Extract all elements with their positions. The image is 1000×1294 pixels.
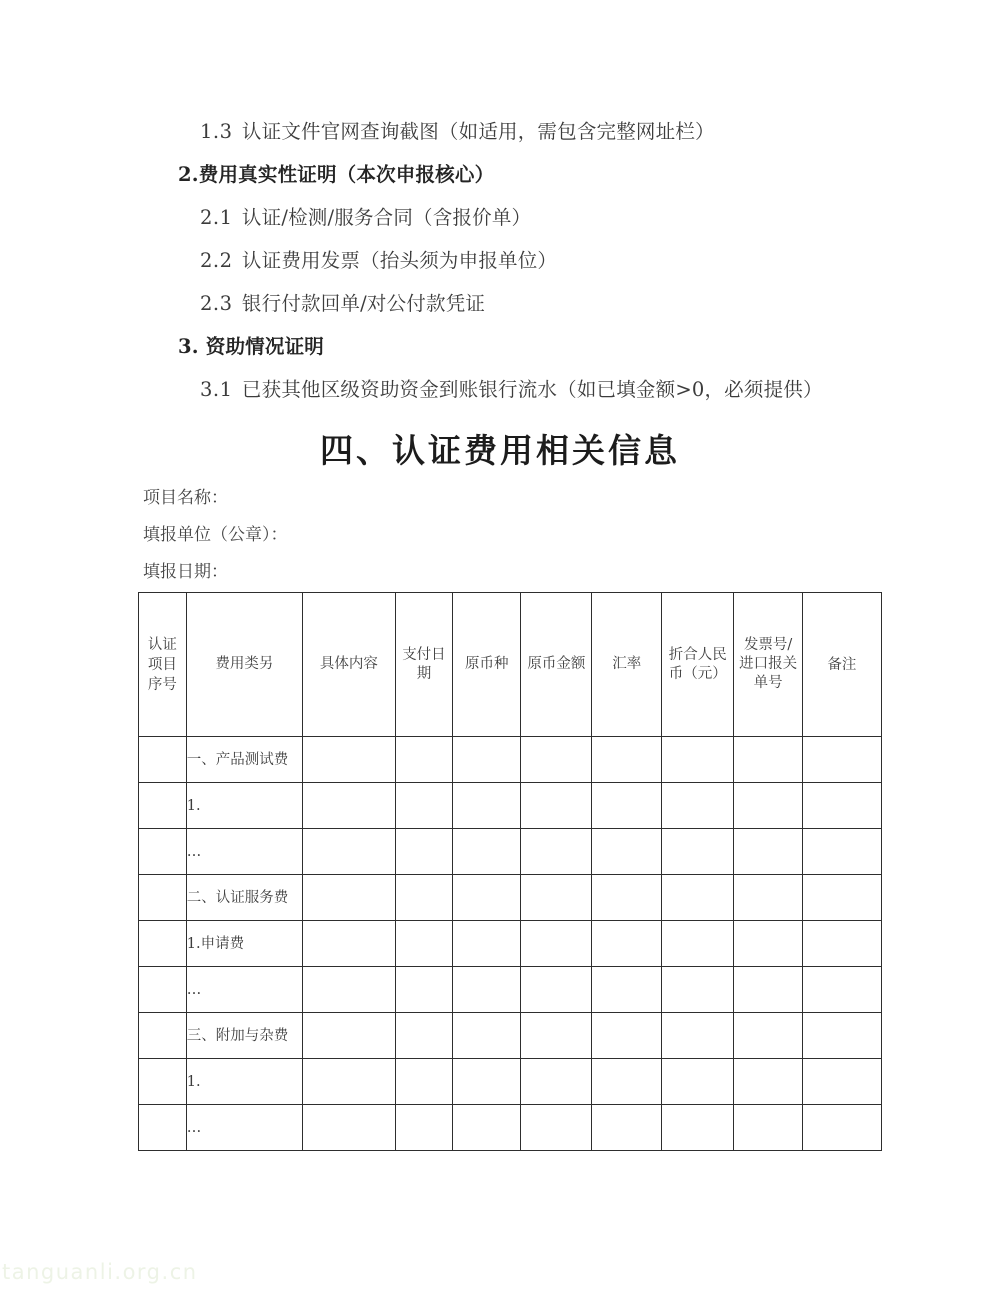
cell-cny-amount[interactable] bbox=[662, 1013, 734, 1059]
checklist-item bbox=[0, 153, 1000, 196]
table-header-row bbox=[139, 593, 882, 737]
cell-category[interactable]: … bbox=[186, 829, 302, 875]
cell-content[interactable] bbox=[302, 783, 395, 829]
cell-original-amount[interactable] bbox=[521, 967, 592, 1013]
cell-currency[interactable] bbox=[453, 829, 521, 875]
cell-pay-date[interactable] bbox=[395, 921, 452, 967]
cell-exchange-rate[interactable] bbox=[592, 1013, 662, 1059]
cell-original-amount[interactable] bbox=[521, 783, 592, 829]
cell-content[interactable] bbox=[302, 875, 395, 921]
cell-category[interactable]: … bbox=[186, 967, 302, 1013]
cell-category[interactable]: 1. bbox=[186, 1059, 302, 1105]
cell-cny-amount[interactable] bbox=[662, 967, 734, 1013]
column-header-category bbox=[186, 593, 302, 737]
checklist-item-number: 2.2 bbox=[200, 249, 233, 272]
checklist-item bbox=[0, 368, 1000, 411]
cell-original-amount[interactable] bbox=[521, 1105, 592, 1151]
cell-index[interactable] bbox=[139, 737, 187, 783]
checklist-item bbox=[0, 196, 1000, 239]
cell-cny-amount[interactable] bbox=[662, 921, 734, 967]
cell-invoice-no[interactable] bbox=[734, 737, 802, 783]
cell-currency[interactable] bbox=[453, 1013, 521, 1059]
cell-invoice-no[interactable] bbox=[734, 783, 802, 829]
cell-remark[interactable] bbox=[802, 1013, 881, 1059]
checklist-item-number: 2.3 bbox=[200, 292, 233, 315]
table-row bbox=[139, 737, 882, 783]
cell-currency[interactable] bbox=[453, 967, 521, 1013]
cell-exchange-rate[interactable] bbox=[592, 875, 662, 921]
cell-invoice-no[interactable] bbox=[734, 875, 802, 921]
cell-content[interactable] bbox=[302, 1059, 395, 1105]
cell-pay-date[interactable] bbox=[395, 829, 452, 875]
cell-remark[interactable] bbox=[802, 875, 881, 921]
column-header-currency-label: 原币种 bbox=[465, 656, 509, 672]
cell-content[interactable] bbox=[302, 737, 395, 783]
column-header-remark bbox=[802, 593, 881, 737]
cell-exchange-rate[interactable] bbox=[592, 737, 662, 783]
cell-pay-date[interactable] bbox=[395, 967, 452, 1013]
page-title: 四、认证费用相关信息 bbox=[320, 431, 680, 470]
column-header-category-label: 费用类另 bbox=[215, 656, 274, 672]
cell-category[interactable]: 1. bbox=[186, 783, 302, 829]
cell-category[interactable]: 二、认证服务费 bbox=[186, 875, 302, 921]
cell-index[interactable] bbox=[139, 783, 187, 829]
cell-remark[interactable] bbox=[802, 967, 881, 1013]
requirements-checklist bbox=[0, 110, 1000, 411]
cell-pay-date[interactable] bbox=[395, 875, 452, 921]
cell-original-amount[interactable] bbox=[521, 737, 592, 783]
cell-index[interactable] bbox=[139, 967, 187, 1013]
cell-pay-date[interactable] bbox=[395, 1105, 452, 1151]
cell-content[interactable] bbox=[302, 829, 395, 875]
column-header-index bbox=[139, 593, 187, 737]
cell-original-amount[interactable] bbox=[521, 829, 592, 875]
cell-invoice-no[interactable] bbox=[734, 829, 802, 875]
site-watermark: tanguanli.org.cn bbox=[2, 1260, 198, 1284]
checklist-item-number: 3. bbox=[178, 335, 199, 358]
checklist-item bbox=[0, 282, 1000, 325]
table-row bbox=[139, 921, 882, 967]
cell-remark[interactable] bbox=[802, 1059, 881, 1105]
table-body bbox=[139, 737, 882, 1151]
checklist-item-text: 银行付款回单/对公付款凭证 bbox=[241, 292, 486, 315]
checklist-item-text: 认证/检测/服务合同（含报价单） bbox=[241, 206, 532, 229]
form-fields bbox=[143, 480, 743, 591]
cell-index[interactable] bbox=[139, 1013, 187, 1059]
column-header-invoice-no bbox=[734, 593, 802, 737]
cell-content[interactable] bbox=[302, 967, 395, 1013]
cell-currency[interactable] bbox=[453, 783, 521, 829]
field-reporting-unit: 填报单位（公章）： bbox=[143, 525, 288, 545]
cell-cny-amount[interactable] bbox=[662, 829, 734, 875]
checklist-item bbox=[0, 239, 1000, 282]
cell-content[interactable] bbox=[302, 1105, 395, 1151]
cell-remark[interactable] bbox=[802, 737, 881, 783]
column-header-exchange-rate bbox=[592, 593, 662, 737]
cell-index[interactable] bbox=[139, 829, 187, 875]
cell-original-amount[interactable] bbox=[521, 1013, 592, 1059]
cell-currency[interactable] bbox=[453, 921, 521, 967]
cell-pay-date[interactable] bbox=[395, 1013, 452, 1059]
cell-currency[interactable] bbox=[453, 1105, 521, 1151]
cell-category[interactable]: 一、产品测试费 bbox=[186, 737, 302, 783]
cell-remark[interactable] bbox=[802, 783, 881, 829]
cell-index[interactable] bbox=[139, 1105, 187, 1151]
cell-cny-amount[interactable] bbox=[662, 737, 734, 783]
column-header-cny-amount-label: 折合人民币（元） bbox=[668, 646, 727, 682]
table-row bbox=[139, 1059, 882, 1105]
column-header-content bbox=[302, 593, 395, 737]
cell-exchange-rate[interactable] bbox=[592, 1059, 662, 1105]
cell-remark[interactable] bbox=[802, 829, 881, 875]
cell-category[interactable]: … bbox=[186, 1105, 302, 1151]
cell-exchange-rate[interactable] bbox=[592, 829, 662, 875]
cell-original-amount[interactable] bbox=[521, 1059, 592, 1105]
cell-content[interactable] bbox=[302, 921, 395, 967]
table-row bbox=[139, 875, 882, 921]
checklist-item-text: 费用真实性证明（本次申报核心） bbox=[198, 163, 495, 186]
column-header-original-amount-label: 原币金额 bbox=[527, 656, 586, 672]
cell-cny-amount[interactable] bbox=[662, 875, 734, 921]
cell-invoice-no[interactable] bbox=[734, 921, 802, 967]
cell-original-amount[interactable] bbox=[521, 921, 592, 967]
cell-index[interactable] bbox=[139, 921, 187, 967]
cell-cny-amount[interactable] bbox=[662, 1059, 734, 1105]
cell-exchange-rate[interactable] bbox=[592, 967, 662, 1013]
field-project-name: 项目名称： bbox=[143, 488, 228, 508]
table-row bbox=[139, 1105, 882, 1151]
column-header-remark-label: 备注 bbox=[827, 656, 857, 673]
cell-exchange-rate[interactable] bbox=[592, 783, 662, 829]
checklist-item bbox=[0, 325, 1000, 368]
checklist-item-number: 2.1 bbox=[200, 206, 233, 229]
cell-original-amount[interactable] bbox=[521, 875, 592, 921]
checklist-item-text: 认证费用发票（抬头须为申报单位） bbox=[241, 249, 558, 272]
field-reporting-date: 填报日期： bbox=[143, 562, 228, 582]
checklist-item-text: 资助情况证明 bbox=[205, 335, 324, 358]
cell-currency[interactable] bbox=[453, 737, 521, 783]
checklist-item-text: 已获其他区级资助资金到账银行流水（如已填金额>0，必须提供） bbox=[241, 378, 823, 401]
cell-cny-amount[interactable] bbox=[662, 1105, 734, 1151]
table-header bbox=[139, 593, 882, 737]
checklist-item-number: 3.1 bbox=[200, 378, 233, 401]
cell-invoice-no[interactable] bbox=[734, 1059, 802, 1105]
cell-invoice-no[interactable] bbox=[734, 967, 802, 1013]
cell-invoice-no[interactable] bbox=[734, 1105, 802, 1151]
cell-pay-date[interactable] bbox=[395, 737, 452, 783]
checklist-item-number: 1.3 bbox=[200, 120, 233, 143]
cell-remark[interactable] bbox=[802, 1105, 881, 1151]
checklist-item bbox=[0, 110, 1000, 153]
cell-currency[interactable] bbox=[453, 875, 521, 921]
cell-invoice-no[interactable] bbox=[734, 1013, 802, 1059]
cell-index[interactable] bbox=[139, 875, 187, 921]
cell-currency[interactable] bbox=[453, 1059, 521, 1105]
cell-exchange-rate[interactable] bbox=[592, 921, 662, 967]
cell-index[interactable] bbox=[139, 1059, 187, 1105]
table-row bbox=[139, 829, 882, 875]
checklist-item-number: 2. bbox=[178, 163, 199, 186]
cell-category[interactable]: 1.申请费 bbox=[186, 921, 302, 967]
table-row bbox=[139, 967, 882, 1013]
column-header-invoice-no-label: 发票号/进口报关单号 bbox=[739, 637, 798, 691]
column-header-pay-date-label: 支付日期 bbox=[402, 646, 446, 682]
fee-table bbox=[138, 592, 882, 1151]
column-header-cny-amount bbox=[662, 593, 734, 737]
cell-pay-date[interactable] bbox=[395, 783, 452, 829]
column-header-content-label: 具体内容 bbox=[319, 656, 378, 672]
cell-content[interactable] bbox=[302, 1013, 395, 1059]
cell-cny-amount[interactable] bbox=[662, 783, 734, 829]
checklist-item-text: 认证文件官网查询截图（如适用，需包含完整网址栏） bbox=[241, 120, 715, 143]
cell-category[interactable]: 三、附加与杂费 bbox=[186, 1013, 302, 1059]
cell-remark[interactable] bbox=[802, 921, 881, 967]
column-header-original-amount bbox=[521, 593, 592, 737]
cell-pay-date[interactable] bbox=[395, 1059, 452, 1105]
cell-exchange-rate[interactable] bbox=[592, 1105, 662, 1151]
table-row bbox=[139, 783, 882, 829]
column-header-exchange-rate-label: 汇率 bbox=[612, 656, 642, 672]
column-header-index-label: 认证项目序号 bbox=[147, 636, 177, 693]
column-header-currency bbox=[453, 593, 521, 737]
table-row bbox=[139, 1013, 882, 1059]
column-header-pay-date bbox=[395, 593, 452, 737]
